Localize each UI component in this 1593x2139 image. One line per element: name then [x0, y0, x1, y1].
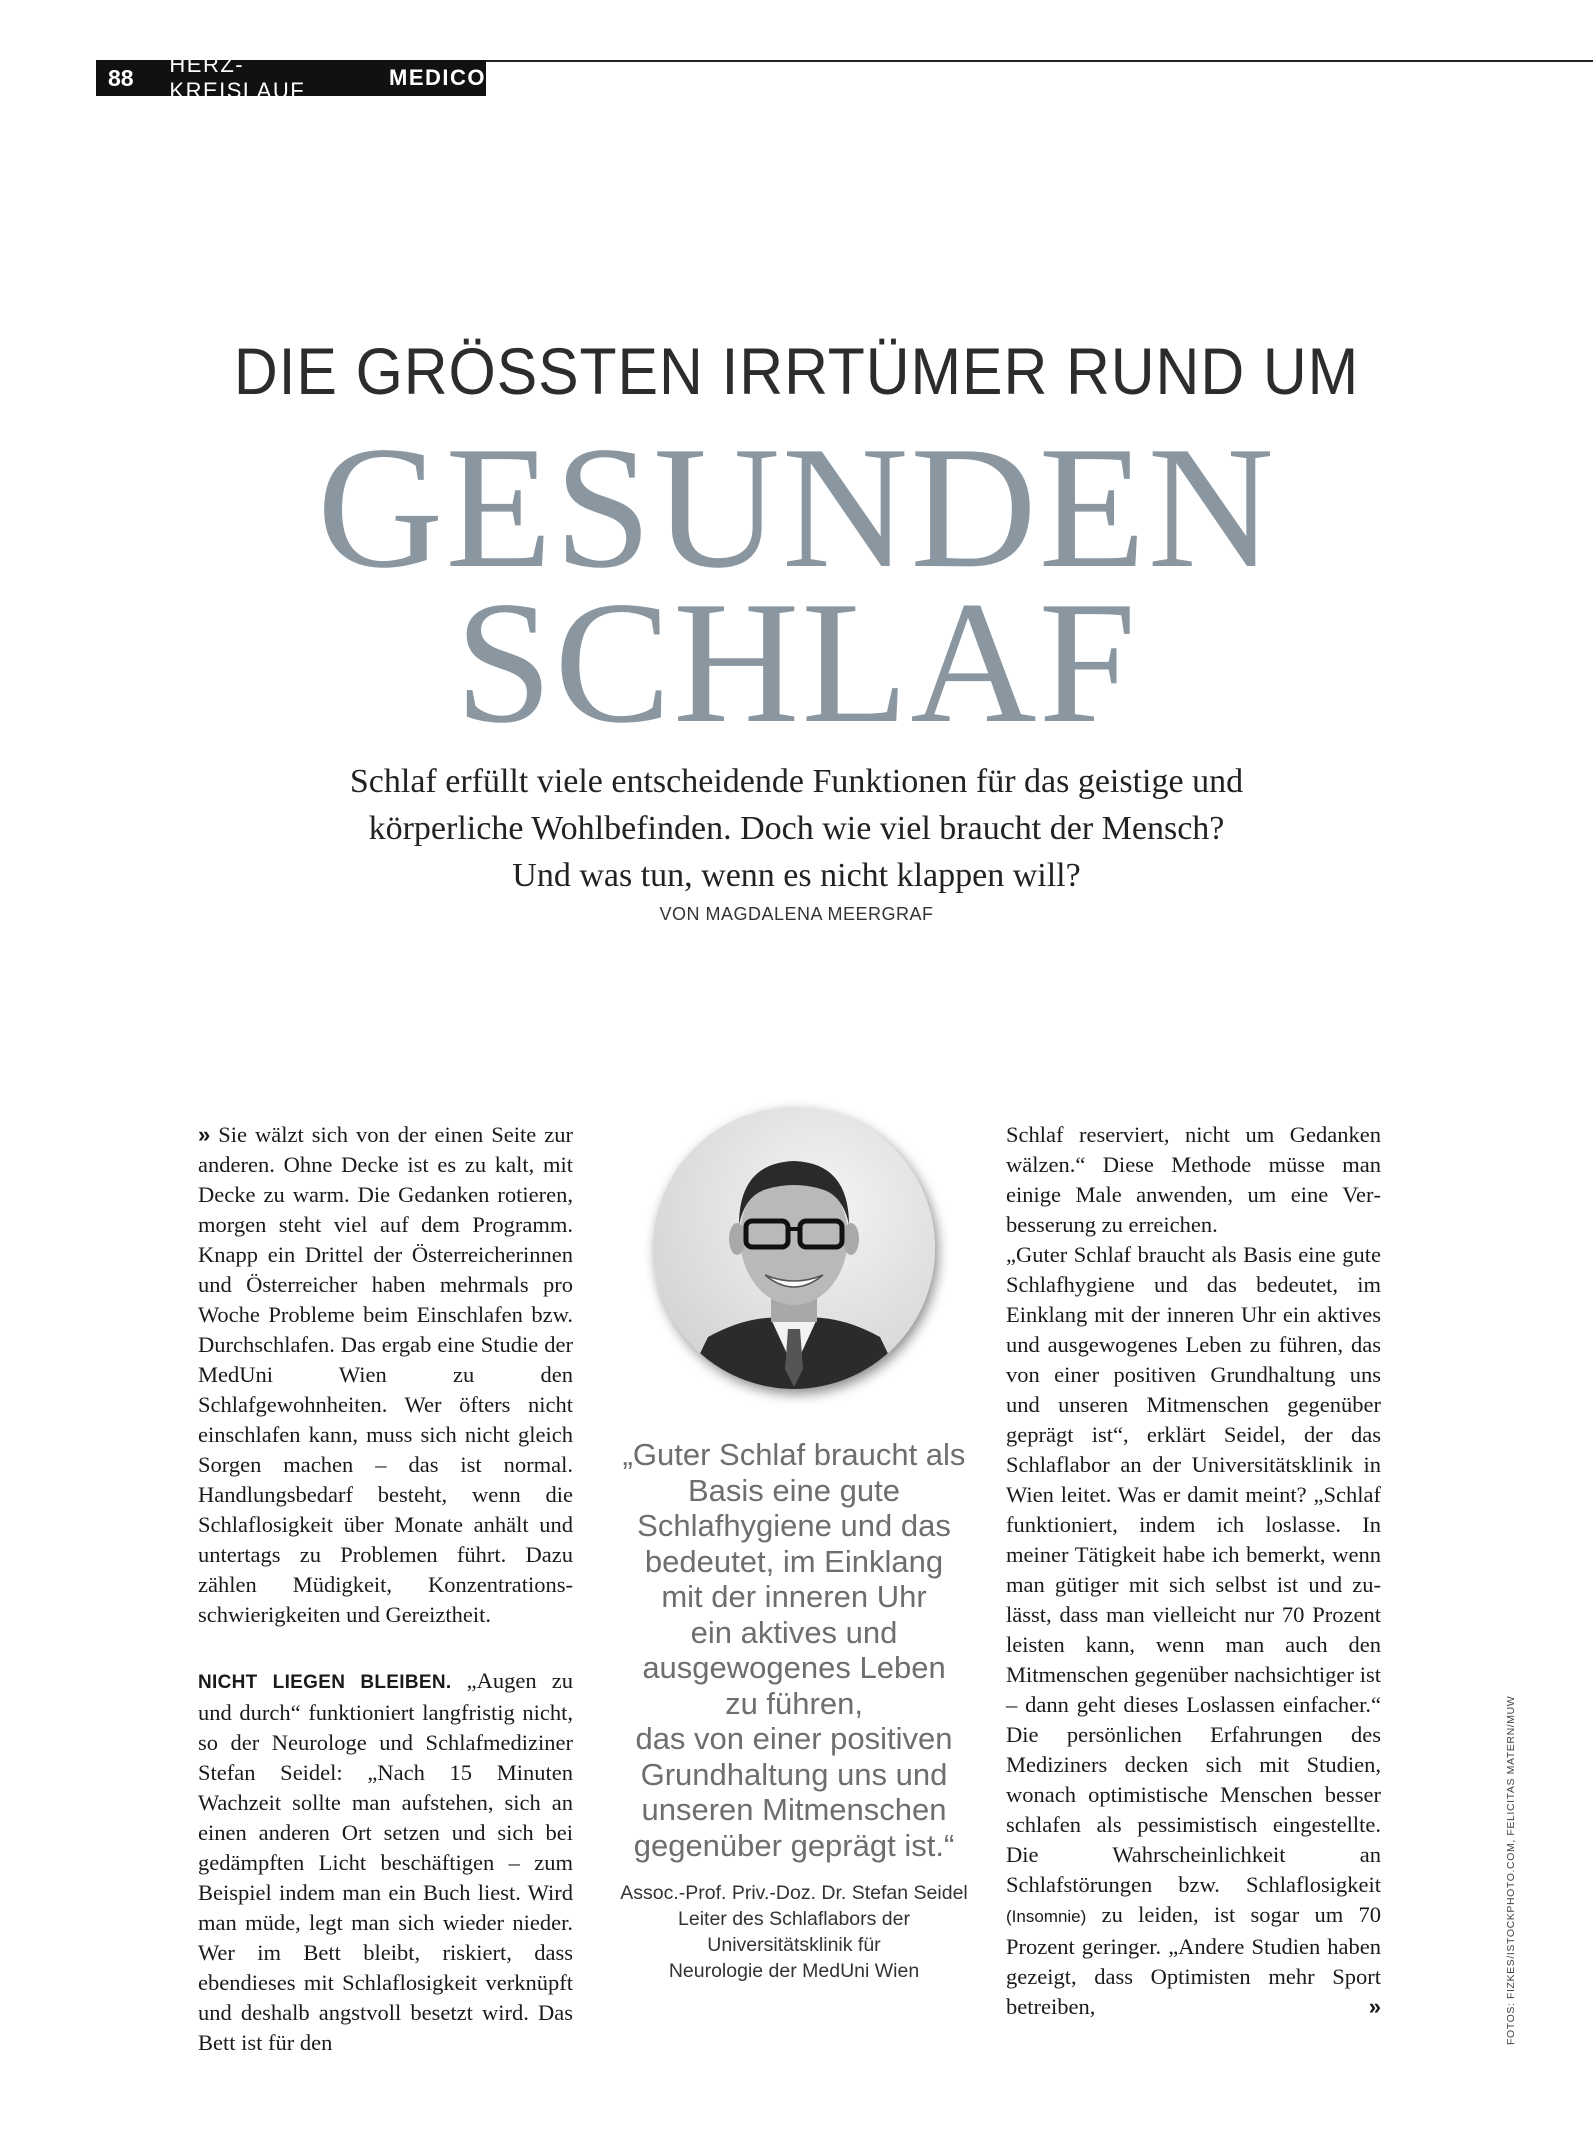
portrait-illustration: [653, 1107, 935, 1389]
lead-line: körperliche Wohlbefinden. Doch wie viel braucht der Mensch?: [368, 810, 1225, 847]
paragraph-text: zu leiden, ist sogar um 70 Prozent geringer. „Andere Studien haben gezeigt, dass Optimisten mehr Sport betreiben,: [1006, 1902, 1381, 2019]
quote-line: zu führen,: [725, 1685, 863, 1721]
quote-line: gegenüber geprägt ist.“: [633, 1827, 955, 1863]
lead-line: Und was tun, wenn es nicht klappen will?: [512, 857, 1081, 894]
paragraph-text: „Guter Schlaf braucht als Basis eine gute Schlafhygiene und das bedeutet, im Einklang mit der inneren Uhr ein aktives und ausgewogenes Leben zu führen, das von einer positiven Grundhaltung uns und unseren Mitmenschen gegenüber geprägt ist“, erklärt Seidel, der das Schlaflabor an der Universitätsklinik in Wien leitet. Was er damit meint? „Schlaf funktioniert, indem ich loslasse. In meiner Tätigkeit habe ich bemerkt, wenn man gütiger mit sich selbst ist und zulässt, dass man vielleicht nur 70 Prozent leisten kann, wenn man auch den Mitmenschen gegenüber nachsichtiger ist – dann geht dieses Loslassen einfacher.“ Die persönlichen Erfahrungen des Mediziners decken sich mit Studien, wonach optimistische Menschen besser schlafen als pessimistisch eingestellte. Die Wahrscheinlichkeit an Schlafstörungen bzw. Schlaflosigkeit: [1006, 1242, 1381, 1897]
quote-line: mit der inneren Uhr: [661, 1579, 927, 1614]
paragraph: [1006, 1240, 1381, 2022]
section-name: HERZ-KREISLAUF: [169, 52, 306, 103]
quote-line: unseren Mitmenschen: [641, 1792, 947, 1827]
continue-marker: »: [1368, 1994, 1381, 2019]
lead-line: Schlaf erfüllt viele entscheidende Funktionen für das geistige und: [349, 763, 1244, 800]
magazine-name: MEDICO: [389, 65, 486, 90]
caption-line: Universitätsklinik für: [707, 1934, 881, 1956]
caption-line: Leiter des Schlaflabors der: [678, 1908, 910, 1930]
lead-paragraph: [200, 758, 1393, 899]
quote-line: bedeutet, im Einklang: [644, 1543, 944, 1579]
page-header: [96, 52, 1593, 103]
inline-note: (Insomnie): [1006, 1907, 1087, 1926]
page-number: 88: [108, 64, 134, 91]
left-text-column: [198, 1120, 573, 2058]
quote-line: Grundhaltung uns und: [640, 1756, 948, 1792]
subheading: NICHT LIEGEN BLEIBEN.: [198, 1672, 452, 1693]
right-text-column: [1006, 1120, 1381, 2022]
quote-line: Schlafhygiene und das: [637, 1508, 951, 1543]
quote-line: „Guter Schlaf braucht als: [622, 1437, 966, 1472]
quote-line: das von einer positiven: [635, 1721, 953, 1756]
header-label-box: [96, 52, 486, 103]
headline-kicker: DIE GRÖSSTEN IRRTÜMER RUND UM: [233, 334, 1360, 408]
caption-line: Neurologie der MedUni Wien: [668, 1960, 920, 1982]
quote-line: ein aktives und: [690, 1614, 898, 1650]
quote-line: ausgewogenes Leben: [642, 1650, 946, 1685]
quote-attribution: [600, 1880, 988, 1984]
article-start-marker: »: [198, 1122, 211, 1147]
intro-paragraph: [198, 1120, 573, 1630]
section-paragraph: [198, 1666, 573, 2058]
paragraph-text: „Augen zu und durch“ funktioniert langfristig nicht, so der Neurologe und Schlafmediziner Stefan Seidel: „Nach 15 Minuten Wachzeit sollte man aufstehen, sich an einen anderen Ort setzen und sich bei gedämpften Licht beschäftigen – zum Beispiel indem man ein Buch liest. Wird man müde, legt man sich wieder nieder. Wer im Bett bleibt, riskiert, dass ebendieses mit Schlaflosigkeit verknüpft und deshalb angstvoll besetzt wird. Das Bett ist für den: [198, 1668, 573, 2055]
photo-credit: FOTOS: FIZKES/ISTOCKPHOTO.COM, FELICITAS MATERN/MUW: [1505, 1695, 1517, 2045]
pull-quote: [600, 1437, 988, 1863]
paragraph: Schlaf reserviert, nicht um Gedanken wälzen.“ Diese Methode müsse man einige Male anwenden, um eine Verbesserung zu erreichen.: [1006, 1122, 1381, 1237]
portrait-photo: [653, 1107, 935, 1389]
caption-line: Assoc.-Prof. Priv.-Doz. Dr. Stefan Seidel: [620, 1882, 968, 1904]
author-byline: VON MAGDALENA MEERGRAF: [659, 904, 934, 924]
paragraph-text: Sie wälzt sich von der einen Seite zur anderen. Ohne Decke ist es zu kalt, mit Decke zu warm. Die Gedanken rotieren, morgen steht viel auf dem Programm. Knapp ein Drittel der Österreicherinnen und Österreicher haben mehrmals pro Woche Probleme beim Einschlafen bzw. Durchschlafen. Das ergab eine Studie der MedUni Wien zu den Schlafgewohnheiten. Wer öfters nicht einschlafen kann, muss sich nicht gleich Sorgen machen – das ist normal. Handlungsbedarf besteht, wenn die Schlaflosigkeit über Monate anhält und untertags zu Problemen führt. Dazu zählen Müdigkeit, Konzentrationsschwierigkeiten und Gereiztheit.: [198, 1122, 573, 1627]
headline-main-line2: SCHLAF: [454, 565, 1139, 759]
quote-line: Basis eine gute: [688, 1472, 900, 1508]
headline-main-line1: GESUNDEN: [316, 410, 1277, 604]
